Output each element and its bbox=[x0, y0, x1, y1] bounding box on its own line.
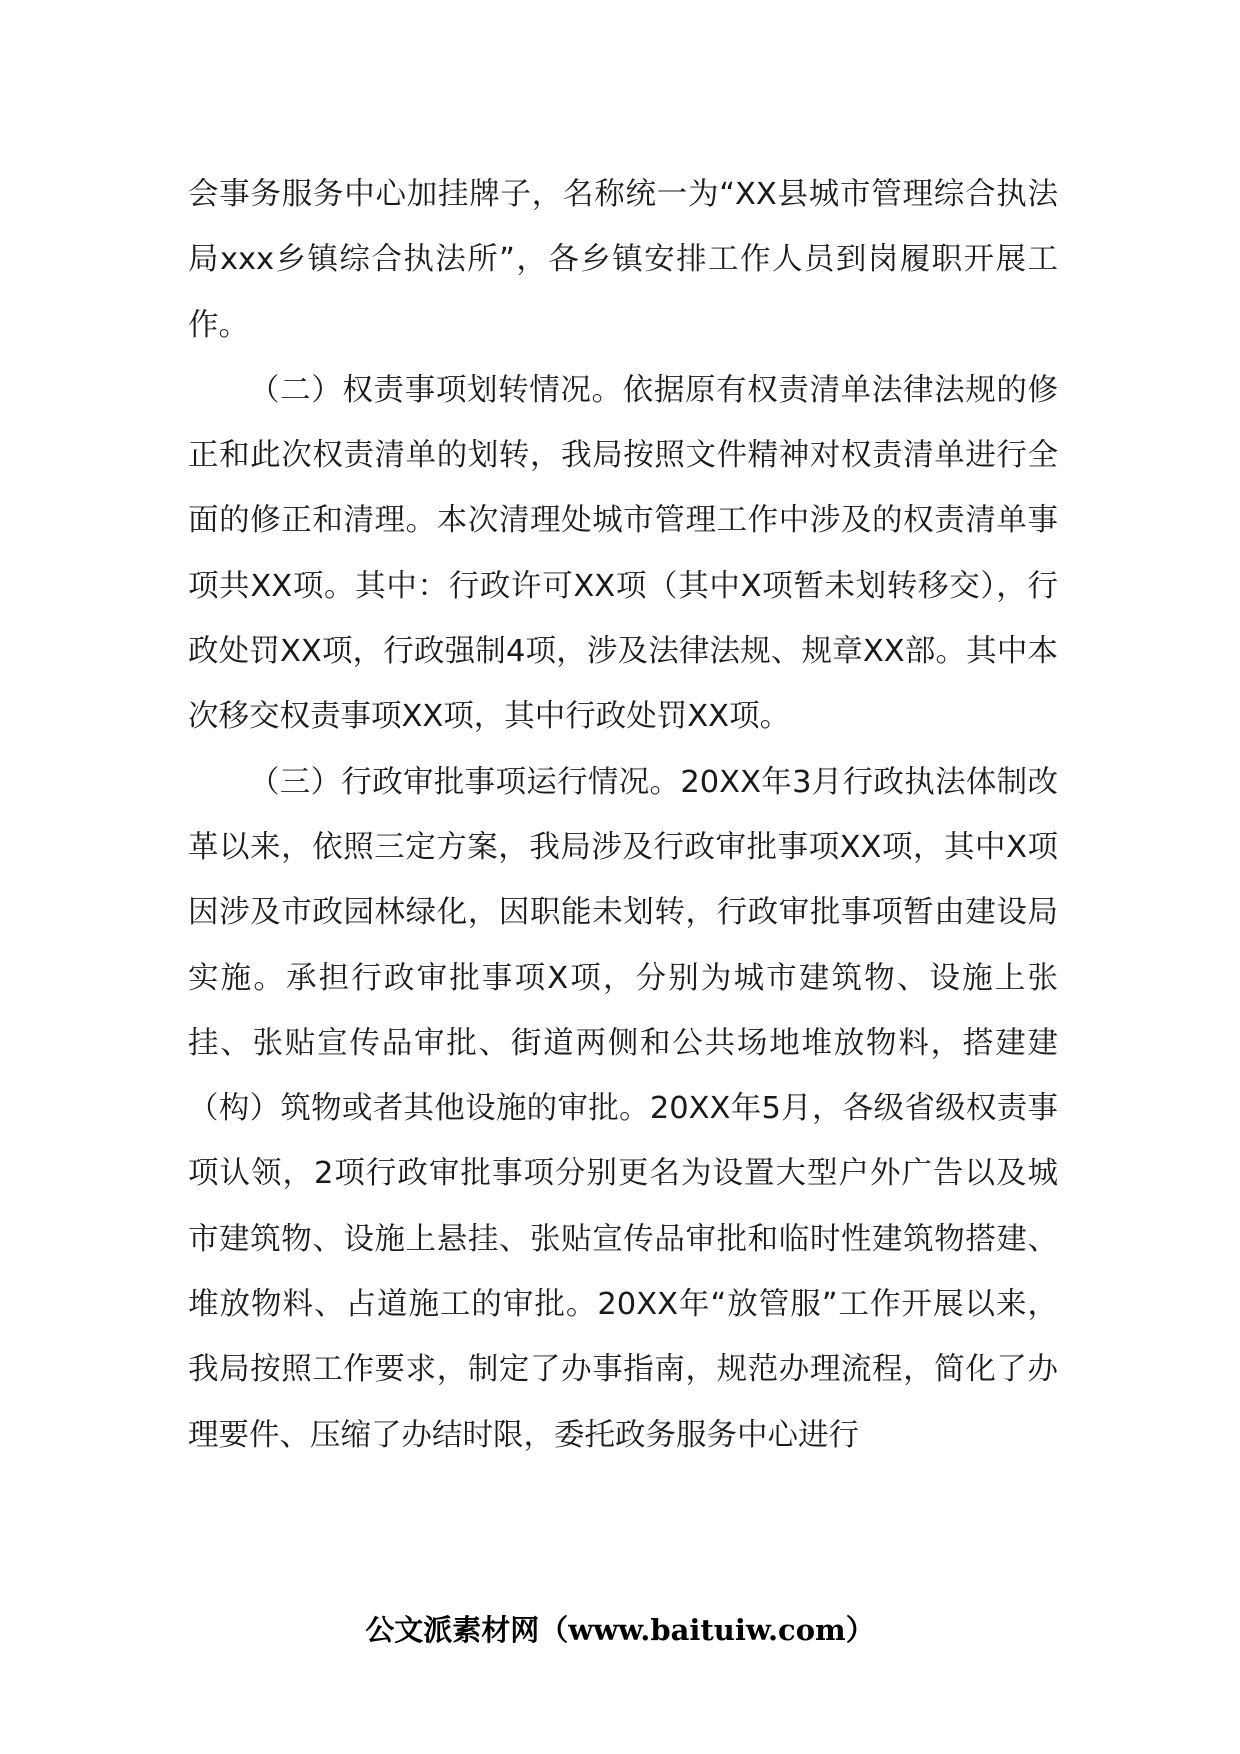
paragraph-section-3: （三）行政审批事项运行情况。20XX年3月行政执法体制改革以来，依照三定方案，我局涉及行政审批事项XX项，其中X项因涉及市政园林绿化，因职能未划转，行政审批事项暂由建设局实施。承担行政审批事项X项，分别为城市建筑物、设施上张挂、张贴宣传品审批、街道两侧和公共场地堆放物料，搭建建（构）筑物或者其他设施的审批。20XX年5月，各级省级权责事项认领，2项行政审批事项分别更名为设置大型户外广告以及城市建筑物、设施上悬挂、张贴宣传品审批和临时性建筑物搭建、堆放物料、占道施工的审批。20XX年“放管服”工作开展以来，我局按照工作要求，制定了办事指南，规范办理流程，简化了办理要件、压缩了办结时限，委托政务服务中心进行 bbox=[188, 764, 1058, 1453]
paragraph-section-2: （二）权责事项划转情况。依据原有权责清单法律法规的修正和此次权责清单的划转，我局按照文件精神对权责清单进行全面的修正和清理。本次清理处城市管理工作中涉及的权责清单事项共XX项。其中：行政许可XX项（其中X项暂未划转移交），行政处罚XX项，行政强制4项，涉及法律法规、规章XX部。其中本次移交权责事项XX项，其中行政处罚XX项。 bbox=[188, 372, 1058, 735]
footer-watermark: 公文派素材网（www.baituiw.com） bbox=[365, 1613, 875, 1647]
paragraph-continuation: 会事务服务中心加挂牌子，名称统一为“XX县城市管理综合执法局xxx乡镇综合执法所”，各乡镇安排工作人员到岗履职开展工作。 bbox=[188, 177, 1058, 343]
document-body bbox=[188, 162, 1058, 1468]
